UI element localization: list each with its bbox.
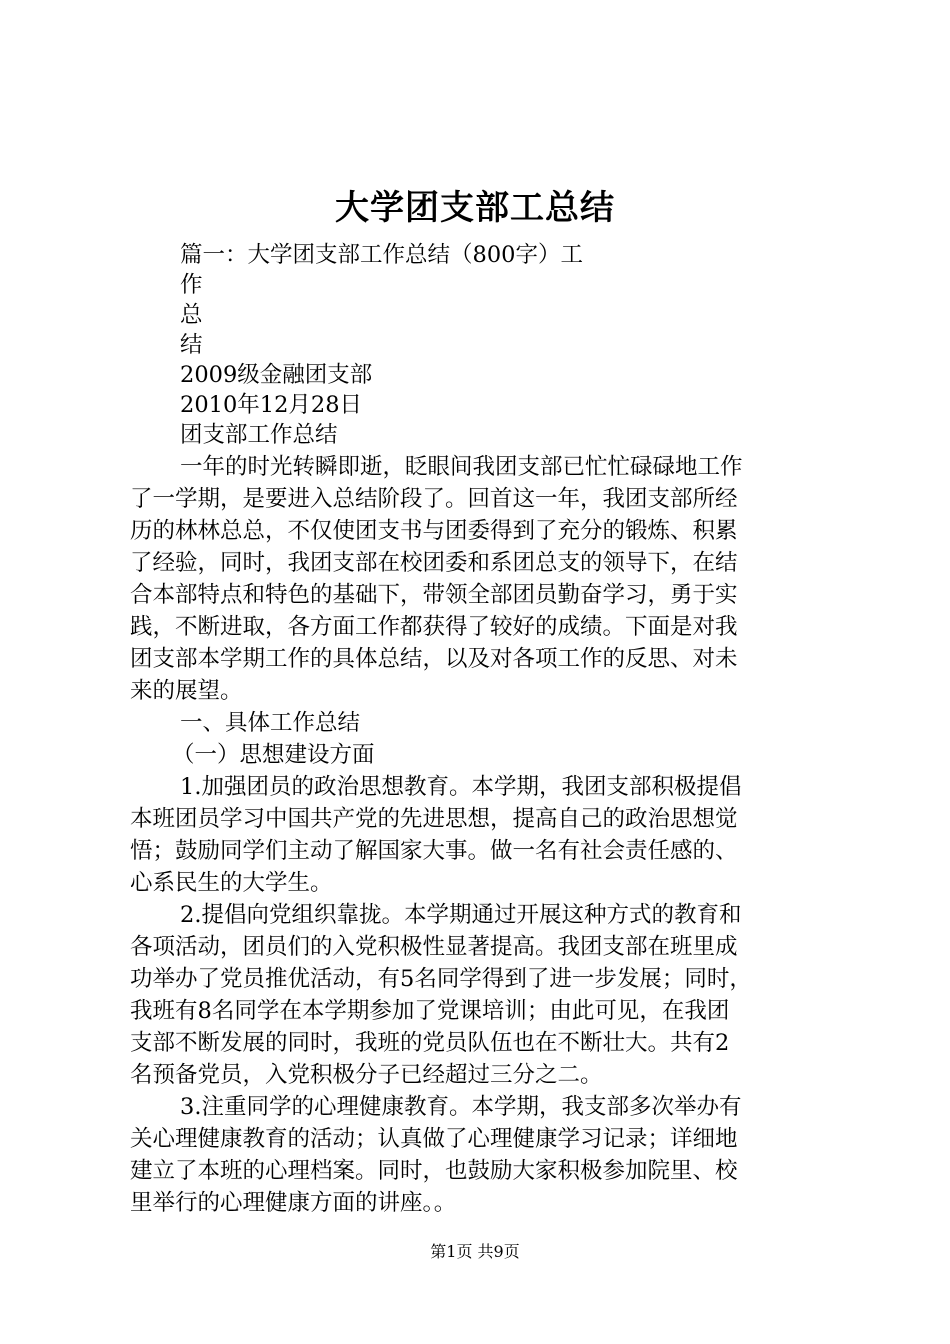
doc-line: 各项活动，团员们的入党积极性显著提高。我团支部在班里成 — [130, 934, 738, 960]
doc-line: 历的林林总总，不仅使团支书与团委得到了充分的锻炼、积累 — [130, 518, 738, 544]
doc-line: 践，不断进取，各方面工作都获得了较好的成绩。下面是对我 — [130, 614, 738, 640]
page-footer: 第1页 共9页 — [430, 1242, 520, 1261]
doc-line: 总 — [180, 302, 203, 328]
doc-line: 我班有8名同学在本学期参加了党课培训；由此可见，在我团 — [130, 998, 730, 1024]
subsection-heading: （一）思想建设方面 — [172, 742, 375, 768]
doc-line: 心系民生的大学生。 — [130, 870, 333, 896]
doc-line: 2.提倡向党组织靠拢。本学期通过开展这种方式的教育和 — [180, 902, 742, 928]
doc-line: 悟；鼓励同学们主动了解国家大事。做一名有社会责任感的、 — [130, 838, 738, 864]
doc-line: 支部不断发展的同时，我班的党员队伍也在不断壮大。共有2 — [130, 1030, 730, 1056]
doc-line: 本班团员学习中国共产党的先进思想，提高自己的政治思想觉 — [130, 806, 738, 832]
document-title: 大学团支部工总结 — [335, 188, 615, 228]
doc-line: 关心理健康教育的活动；认真做了心理健康学习记录；详细地 — [130, 1126, 738, 1152]
doc-line: 功举办了党员推优活动，有5名同学得到了进一步发展；同时， — [130, 966, 752, 992]
doc-line: 结 — [180, 332, 203, 358]
doc-line: 里举行的心理健康方面的讲座。。 — [130, 1190, 457, 1216]
doc-line: 一年的时光转瞬即逝，眨眼间我团支部已忙忙碌碌地工作 — [180, 454, 743, 480]
doc-line: 2010年12月28日 — [180, 392, 363, 418]
doc-line: 作 — [180, 272, 203, 298]
doc-line: 名预备党员，入党积极分子已经超过三分之二。 — [130, 1062, 603, 1088]
doc-line: 2009级金融团支部 — [180, 362, 373, 388]
doc-line: 了一学期，是要进入总结阶段了。回首这一年，我团支部所经 — [130, 486, 738, 512]
doc-line: 团支部工作总结 — [180, 422, 338, 448]
doc-line: 篇一：大学团支部工作总结（800字）工 — [180, 242, 583, 268]
doc-line: 了经验，同时，我团支部在校团委和系团总支的领导下，在结 — [130, 550, 738, 576]
doc-line: 3.注重同学的心理健康教育。本学期，我支部多次举办有 — [180, 1094, 742, 1120]
doc-line: 团支部本学期工作的具体总结，以及对各项工作的反思、对未 — [130, 646, 738, 672]
section-heading: 一、具体工作总结 — [180, 710, 361, 736]
doc-line: 建立了本班的心理档案。同时，也鼓励大家积极参加院里、校 — [130, 1158, 738, 1184]
doc-line: 来的展望。 — [130, 678, 243, 704]
doc-line: 合本部特点和特色的基础下，带领全部团员勤奋学习，勇于实 — [130, 582, 738, 608]
doc-line: 1.加强团员的政治思想教育。本学期，我团支部积极提倡 — [180, 774, 742, 800]
